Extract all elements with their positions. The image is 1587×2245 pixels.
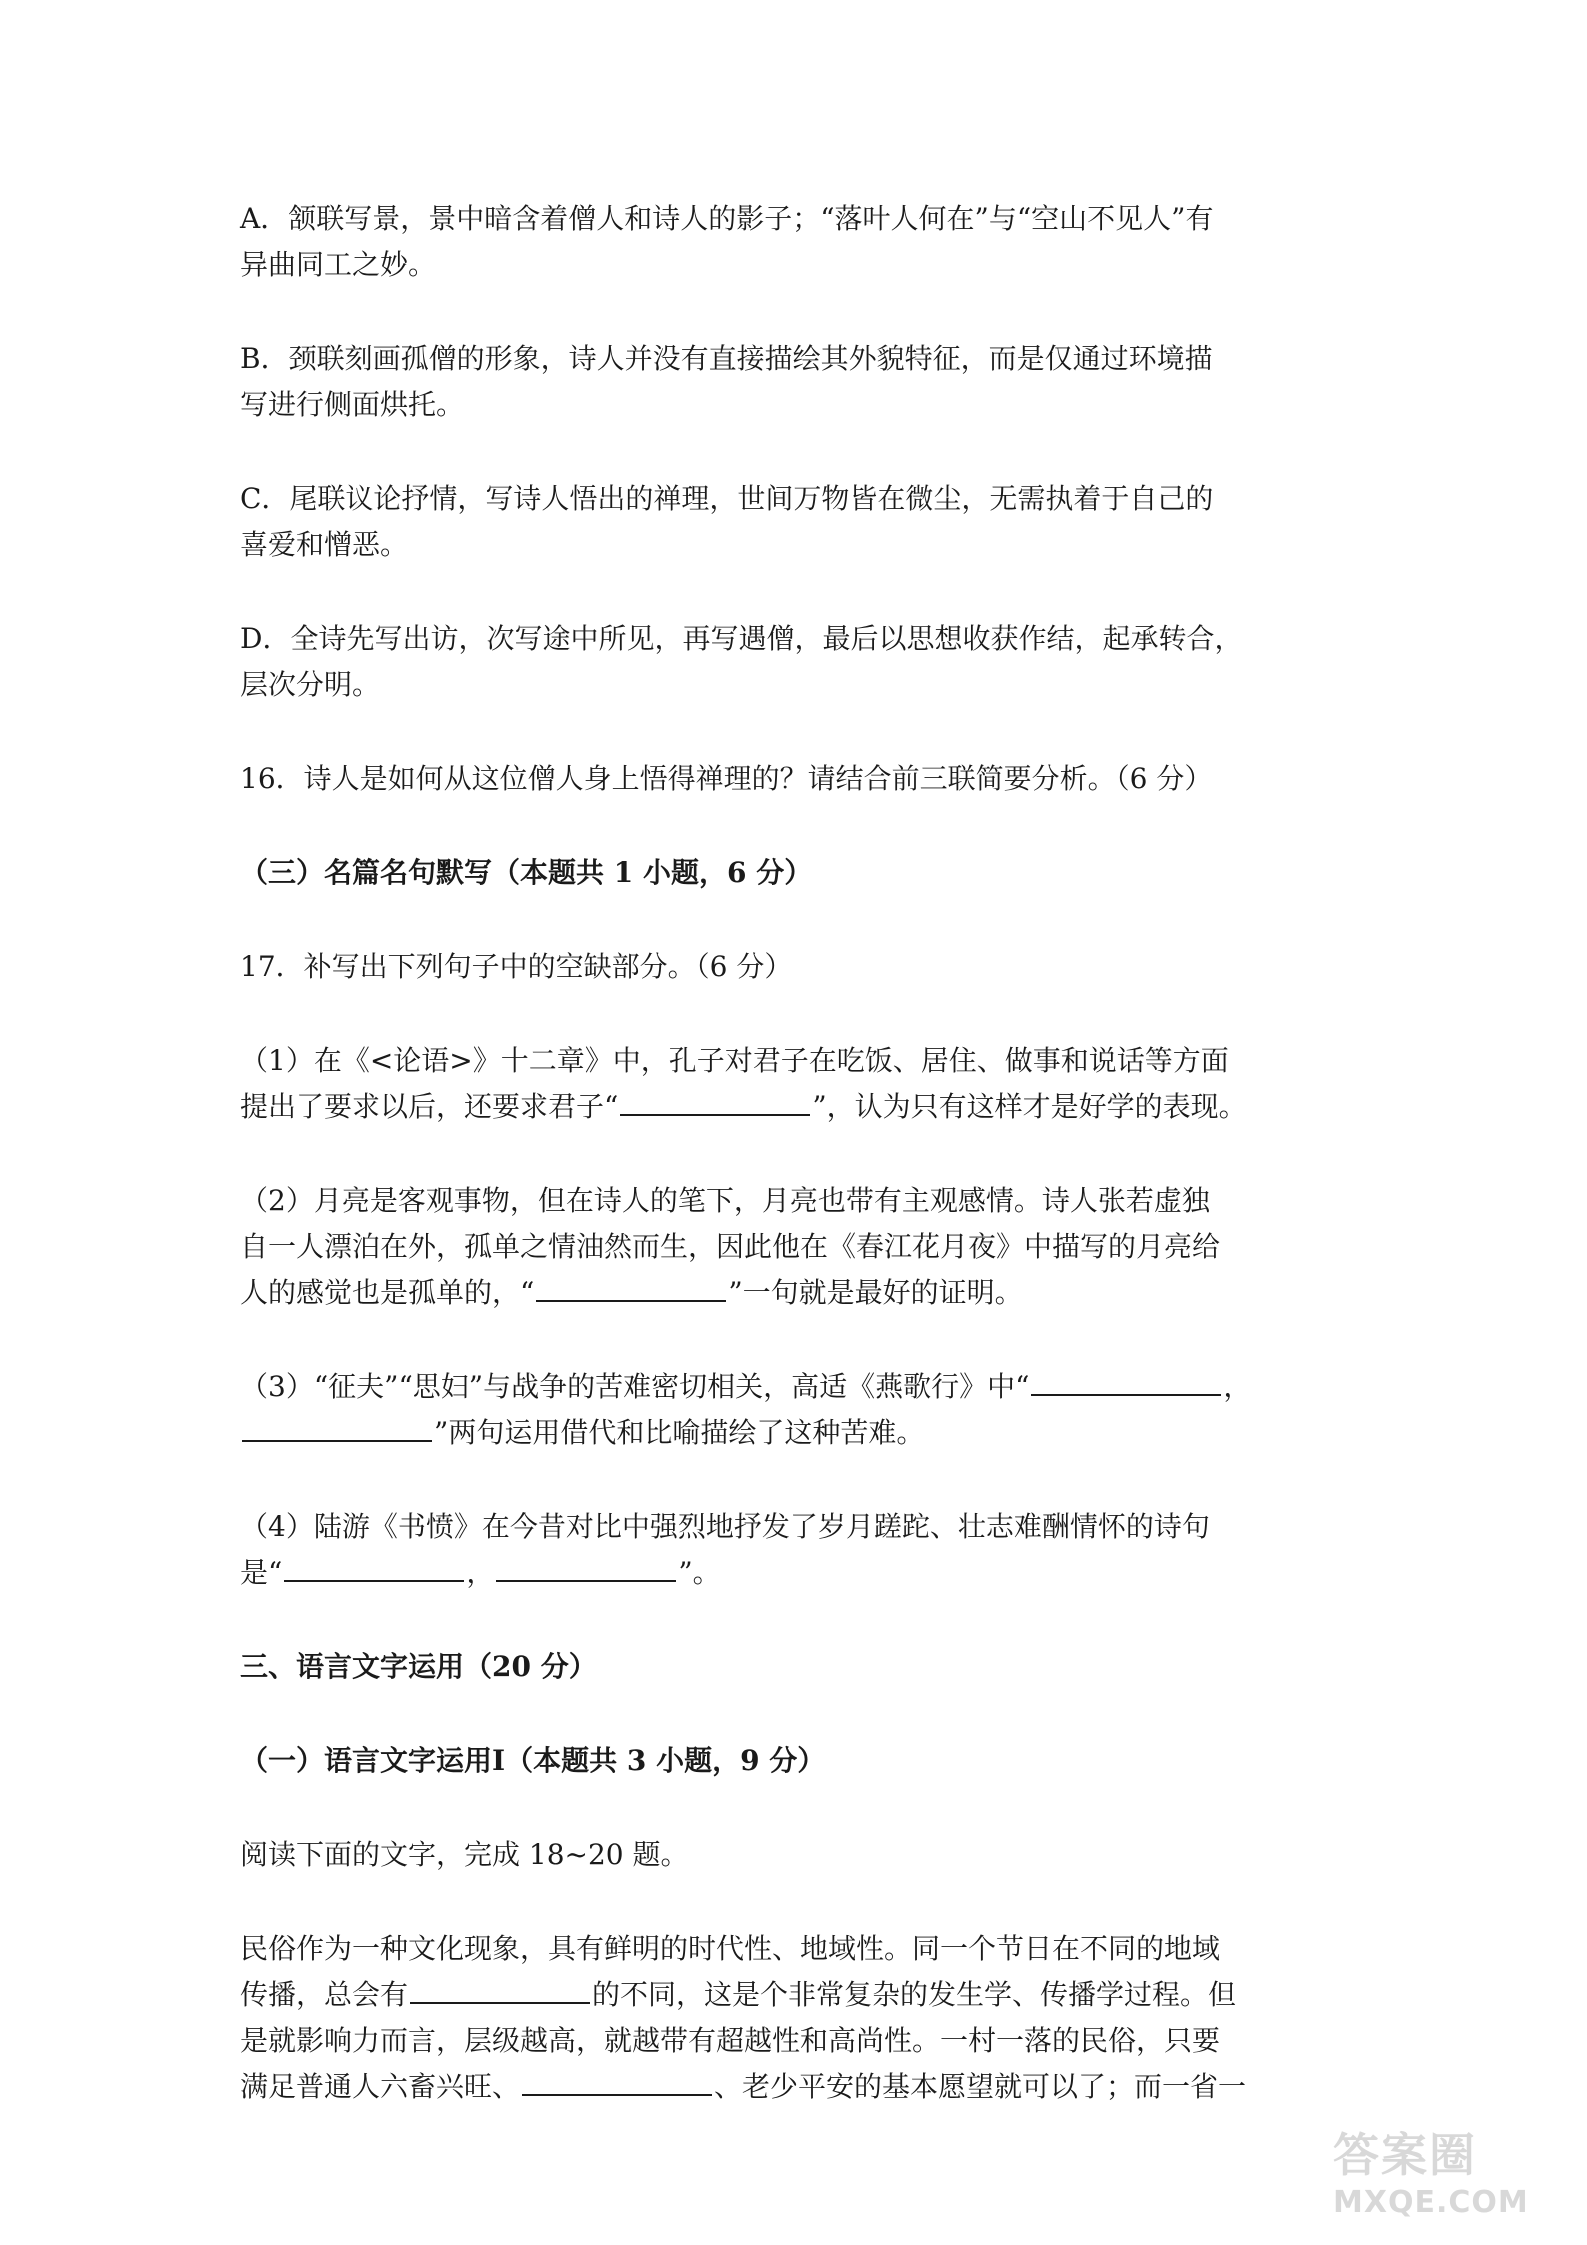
question-17-3-line-1: （3）“征夫”“思妇”与战争的苦难密切相关，高适《燕歌行》中“ ， [240,1364,1350,1410]
answer-blank[interactable] [242,1410,432,1442]
answer-blank[interactable] [536,1270,726,1302]
question-17-1-line-2: 提出了要求以后，还要求君子“ ”，认为只有这样才是好学的表现。 [240,1084,1350,1130]
passage-line-3: 是就影响力而言，层级越高，就越带有超越性和高尚性。一村一落的民俗，只要 [240,2024,1221,2057]
option-d [240,616,1350,708]
question-17-1-line-1: （1）在《<论语>》十二章》中，孔子对君子在吃饭、居住、做事和说话等方面 [240,1044,1229,1077]
question-17: 17．补写出下列句子中的空缺部分。（6 分） [240,950,793,983]
site-watermark [1333,2119,1563,2229]
question-17-2 [240,1178,1350,1316]
option-b-line-2: 写进行侧面烘托。 [240,388,465,421]
answer-blank[interactable] [410,1972,590,2004]
document-page [240,196,1350,2158]
watermark-url: MXQE.COM [1333,2185,1529,2220]
section-heading-language-use-1: （一）语言文字运用Ⅰ（本题共 3 小题，9 分） [240,1744,826,1777]
question-17-3-line-2: ”两句运用借代和比喻描绘了这种苦难。 [240,1410,1350,1456]
option-a [240,196,1350,288]
question-16: 16．诗人是如何从这位僧人身上悟得禅理的？请结合前三联简要分析。（6 分） [240,762,1213,795]
question-17-1 [240,1038,1350,1130]
question-17-2-line-3: 人的感觉也是孤单的，“ ”一句就是最好的证明。 [240,1270,1350,1316]
question-17-4 [240,1504,1350,1596]
option-b [240,336,1350,428]
option-d-line-1: D．全诗先写出访，次写途中所见，再写遇僧，最后以思想收获作结，起承转合， [240,622,1243,655]
question-17-3 [240,1364,1350,1456]
question-17-4-line-2: 是“ ， ”。 [240,1550,1350,1596]
option-c-line-1: C．尾联议论抒情，写诗人悟出的禅理，世间万物皆在微尘，无需执着于自己的 [240,482,1214,515]
answer-blank[interactable] [620,1084,810,1116]
option-d-line-2: 层次分明。 [240,668,381,701]
answer-blank[interactable] [284,1550,464,1582]
passage-line-4: 满足普通人六畜兴旺、 、老少平安的基本愿望就可以了；而一省一 [240,2064,1350,2110]
answer-blank[interactable] [522,2064,712,2096]
answer-blank[interactable] [496,1550,676,1582]
question-17-2-line-1: （2）月亮是客观事物，但在诗人的笔下，月亮也带有主观感情。诗人张若虚独 [240,1184,1210,1217]
passage-line-1: 民俗作为一种文化现象，具有鲜明的时代性、地域性。同一个节日在不同的地域 [240,1932,1221,1965]
reading-passage [240,1926,1350,2110]
section-heading-recitation: （三）名篇名句默写（本题共 1 小题，6 分） [240,856,813,889]
option-c [240,476,1350,568]
option-c-line-2: 喜爱和憎恶。 [240,528,409,561]
option-b-line-1: B．颈联刻画孤僧的形象，诗人并没有直接描绘其外貌特征，而是仅通过环境描 [240,342,1213,375]
question-17-4-line-1: （4）陆游《书愤》在今昔对比中强烈地抒发了岁月蹉跎、壮志难酬情怀的诗句 [240,1510,1210,1543]
reading-instruction: 阅读下面的文字，完成 18~20 题。 [240,1838,689,1871]
option-a-line-1: A．颔联写景，景中暗含着僧人和诗人的影子；“落叶人何在”与“空山不见人”有 [240,202,1214,235]
question-17-2-line-2: 自一人漂泊在外，孤单之情油然而生，因此他在《春江花月夜》中描写的月亮给 [240,1230,1221,1263]
part-heading-language-use: 三、语言文字运用（20 分） [240,1650,597,1683]
answer-blank[interactable] [1031,1364,1221,1396]
passage-line-2: 传播，总会有 的不同，这是个非常复杂的发生学、传播学过程。但 [240,1972,1350,2018]
option-a-line-2: 异曲同工之妙。 [240,248,437,281]
watermark-logo-text: 答案圈 [1333,2128,1477,2182]
